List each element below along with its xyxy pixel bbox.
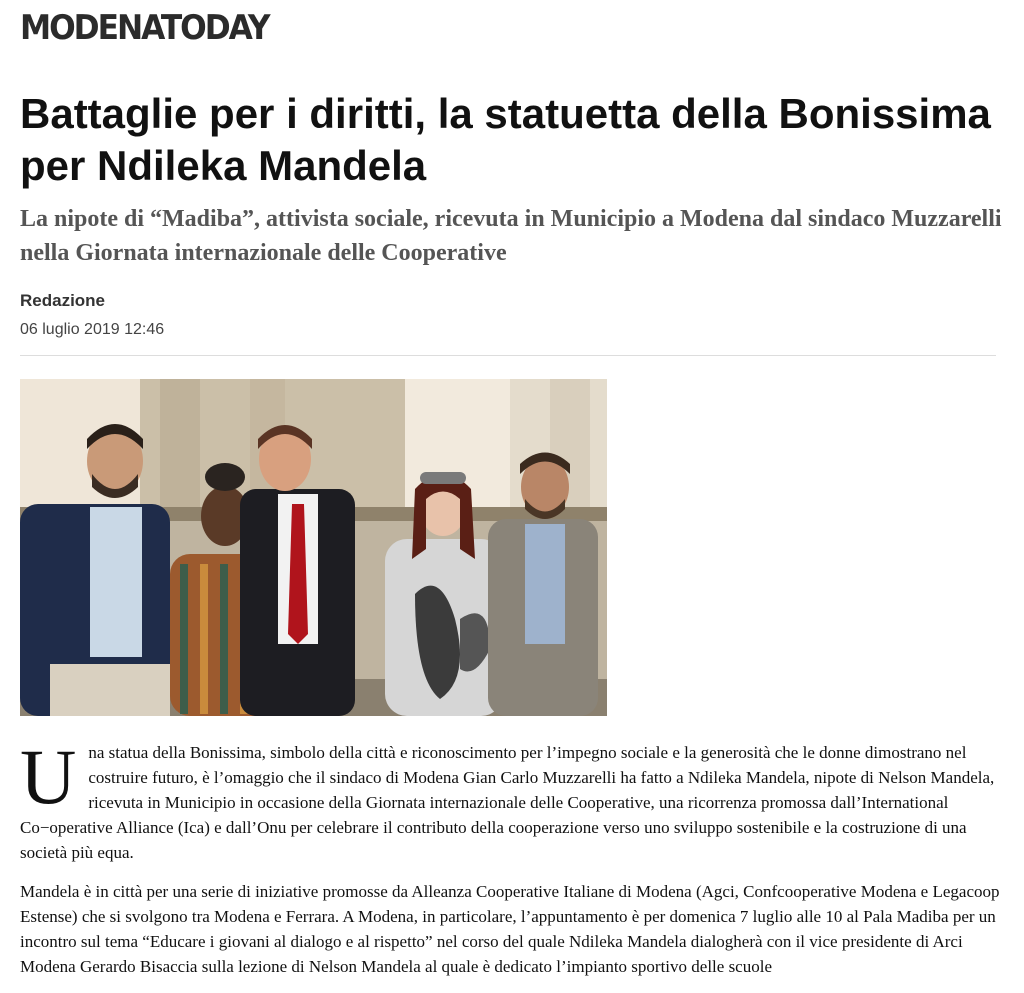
header-divider	[20, 355, 996, 356]
paragraph-text: na statua della Bonissima, simbolo della città e riconoscimento per l’impegno sociale e la generosità che le donne dimostrano nel costruire futuro, è l’omaggio che il sindaco di Modena Gian Carlo Muzzarelli ha fatto a Ndileka Mandela, nipote di Nelson Mandela, ricevuta in Municipio in occasione della Giornata internazionale delle Cooperative, una ricorrenza promossa dall’International Co−operative Alliance (Ica) e dall’Onu per celebrare il contributo della cooperazione verso uno sviluppo sostenibile e la costruzione di una società più equa.	[20, 743, 995, 862]
group-photo-image	[20, 379, 607, 716]
dropcap-letter: U	[20, 733, 77, 820]
article-photo[interactable]	[20, 379, 607, 716]
article-paragraph	[20, 733, 1000, 865]
article-paragraph: Mandela è in città per una serie di iniziative promosse da Alleanza Cooperative Italiane di Modena (Agci, Confcooperative Modena e Legacoop Estense) che si svolgono tra Modena e Ferrara. A Modena, in particolare, l’appuntamento è per domenica 7 luglio alle 10 al Pala Madiba per un incontro sul tema “Educare i giovani al dialogo e al rispetto” nel corso del quale Ndileka Mandela dialogherà con il vice presidente di Arci Modena Gerardo Bisaccia sulla lezione di Nelson Mandela al quale è dedicato l’impianto sportivo delle scuole	[20, 882, 1000, 976]
article-date: 06 luglio 2019 12:46	[20, 321, 165, 338]
site-logo[interactable]: MODENATODAY	[20, 8, 269, 48]
article-subtitle: La nipote di “Madiba”, attivista sociale, ricevuta in Municipio a Modena dal sindaco Muzzarelli nella Giornata internazionale delle Cooperative	[20, 206, 1002, 266]
article-body	[20, 733, 1000, 993]
article-author[interactable]: Redazione	[20, 291, 106, 310]
article-title: Battaglie per i diritti, la statuetta della Bonissima per Ndileka Mandela	[20, 90, 991, 189]
